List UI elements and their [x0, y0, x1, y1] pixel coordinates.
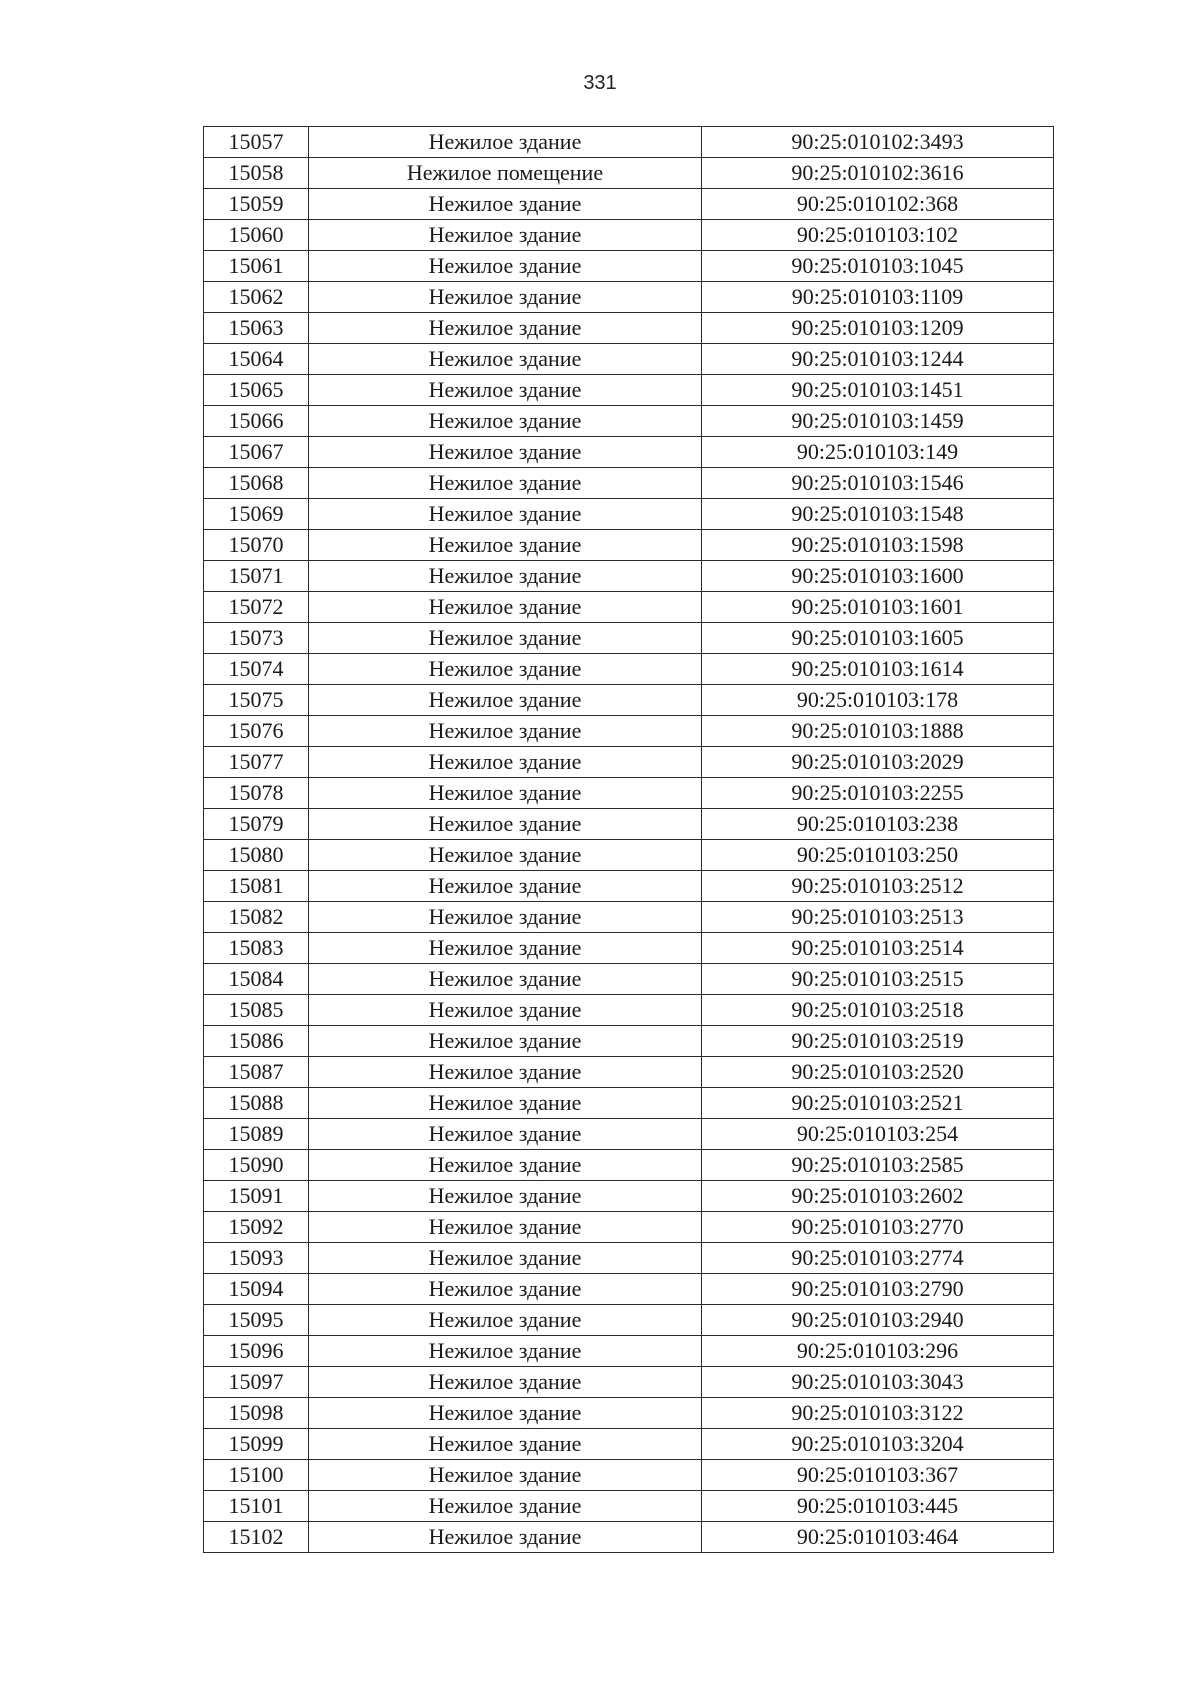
row-number-cell: 15101 — [204, 1491, 309, 1522]
table-row — [204, 623, 1054, 654]
row-number-cell: 15069 — [204, 499, 309, 530]
cadastral-number-cell: 90:25:010103:2521 — [702, 1088, 1054, 1119]
table-row — [204, 127, 1054, 158]
table-row — [204, 1460, 1054, 1491]
object-type-cell: Нежилое здание — [309, 282, 702, 313]
object-type-cell: Нежилое здание — [309, 561, 702, 592]
object-type-cell: Нежилое здание — [309, 1336, 702, 1367]
cadastral-number-cell: 90:25:010103:2514 — [702, 933, 1054, 964]
cadastral-number-cell: 90:25:010103:2585 — [702, 1150, 1054, 1181]
table-row — [204, 871, 1054, 902]
table-row — [204, 902, 1054, 933]
object-type-cell: Нежилое здание — [309, 592, 702, 623]
row-number-cell: 15077 — [204, 747, 309, 778]
cadastral-number-cell: 90:25:010103:1888 — [702, 716, 1054, 747]
row-number-cell: 15062 — [204, 282, 309, 313]
row-number-cell: 15093 — [204, 1243, 309, 1274]
cadastral-number-cell: 90:25:010103:149 — [702, 437, 1054, 468]
cadastral-number-cell: 90:25:010103:2774 — [702, 1243, 1054, 1274]
cadastral-number-cell: 90:25:010103:1451 — [702, 375, 1054, 406]
cadastral-number-cell: 90:25:010103:254 — [702, 1119, 1054, 1150]
row-number-cell: 15066 — [204, 406, 309, 437]
object-type-cell: Нежилое здание — [309, 1491, 702, 1522]
table-row — [204, 747, 1054, 778]
object-type-cell: Нежилое здание — [309, 1150, 702, 1181]
row-number-cell: 15084 — [204, 964, 309, 995]
row-number-cell: 15079 — [204, 809, 309, 840]
cadastral-number-cell: 90:25:010103:2520 — [702, 1057, 1054, 1088]
object-type-cell: Нежилое здание — [309, 127, 702, 158]
cadastral-number-cell: 90:25:010103:2515 — [702, 964, 1054, 995]
object-type-cell: Нежилое здание — [309, 344, 702, 375]
row-number-cell: 15070 — [204, 530, 309, 561]
object-type-cell: Нежилое здание — [309, 685, 702, 716]
cadastral-number-cell: 90:25:010103:250 — [702, 840, 1054, 871]
object-type-cell: Нежилое здание — [309, 189, 702, 220]
object-type-cell: Нежилое здание — [309, 1522, 702, 1553]
row-number-cell: 15087 — [204, 1057, 309, 1088]
table-row — [204, 313, 1054, 344]
cadastral-number-cell: 90:25:010103:2029 — [702, 747, 1054, 778]
object-type-cell: Нежилое здание — [309, 1026, 702, 1057]
table-row — [204, 344, 1054, 375]
cadastral-number-cell: 90:25:010103:1244 — [702, 344, 1054, 375]
row-number-cell: 15082 — [204, 902, 309, 933]
row-number-cell: 15090 — [204, 1150, 309, 1181]
cadastral-number-cell: 90:25:010103:445 — [702, 1491, 1054, 1522]
table-row — [204, 809, 1054, 840]
table-row — [204, 933, 1054, 964]
row-number-cell: 15083 — [204, 933, 309, 964]
table-row — [204, 995, 1054, 1026]
table-row — [204, 1367, 1054, 1398]
cadastral-number-cell: 90:25:010103:296 — [702, 1336, 1054, 1367]
object-type-cell: Нежилое здание — [309, 375, 702, 406]
table-row — [204, 468, 1054, 499]
row-number-cell: 15068 — [204, 468, 309, 499]
cadastral-number-cell: 90:25:010103:1598 — [702, 530, 1054, 561]
cadastral-number-cell: 90:25:010103:2518 — [702, 995, 1054, 1026]
object-type-cell: Нежилое здание — [309, 747, 702, 778]
table-row — [204, 220, 1054, 251]
object-type-cell: Нежилое здание — [309, 1088, 702, 1119]
table-row — [204, 282, 1054, 313]
cadastral-number-cell: 90:25:010103:1600 — [702, 561, 1054, 592]
object-type-cell: Нежилое здание — [309, 251, 702, 282]
row-number-cell: 15060 — [204, 220, 309, 251]
table-row — [204, 778, 1054, 809]
row-number-cell: 15096 — [204, 1336, 309, 1367]
table-row — [204, 561, 1054, 592]
cadastral-number-cell: 90:25:010103:2602 — [702, 1181, 1054, 1212]
row-number-cell: 15065 — [204, 375, 309, 406]
table-row — [204, 1429, 1054, 1460]
table-row — [204, 1088, 1054, 1119]
table-row — [204, 406, 1054, 437]
object-type-cell: Нежилое здание — [309, 1367, 702, 1398]
cadastral-number-cell: 90:25:010102:368 — [702, 189, 1054, 220]
table-row — [204, 375, 1054, 406]
row-number-cell: 15091 — [204, 1181, 309, 1212]
table-row — [204, 189, 1054, 220]
table-row — [204, 1305, 1054, 1336]
cadastral-number-cell: 90:25:010103:367 — [702, 1460, 1054, 1491]
cadastral-number-cell: 90:25:010103:1548 — [702, 499, 1054, 530]
object-type-cell: Нежилое здание — [309, 468, 702, 499]
row-number-cell: 15080 — [204, 840, 309, 871]
object-type-cell: Нежилое здание — [309, 902, 702, 933]
row-number-cell: 15092 — [204, 1212, 309, 1243]
table-row — [204, 592, 1054, 623]
cadastral-number-cell: 90:25:010103:2255 — [702, 778, 1054, 809]
row-number-cell: 15073 — [204, 623, 309, 654]
table-row — [204, 499, 1054, 530]
cadastral-number-cell: 90:25:010103:102 — [702, 220, 1054, 251]
property-registry-table — [203, 126, 1054, 1553]
cadastral-number-cell: 90:25:010102:3493 — [702, 127, 1054, 158]
object-type-cell: Нежилое здание — [309, 1398, 702, 1429]
object-type-cell: Нежилое здание — [309, 1243, 702, 1274]
cadastral-number-cell: 90:25:010103:1601 — [702, 592, 1054, 623]
table-row — [204, 1336, 1054, 1367]
row-number-cell: 15098 — [204, 1398, 309, 1429]
row-number-cell: 15089 — [204, 1119, 309, 1150]
cadastral-number-cell: 90:25:010103:1045 — [702, 251, 1054, 282]
cadastral-number-cell: 90:25:010103:1459 — [702, 406, 1054, 437]
object-type-cell: Нежилое здание — [309, 654, 702, 685]
object-type-cell: Нежилое здание — [309, 1181, 702, 1212]
cadastral-number-cell: 90:25:010103:1614 — [702, 654, 1054, 685]
table-row — [204, 437, 1054, 468]
row-number-cell: 15076 — [204, 716, 309, 747]
object-type-cell: Нежилое здание — [309, 406, 702, 437]
object-type-cell: Нежилое здание — [309, 933, 702, 964]
row-number-cell: 15086 — [204, 1026, 309, 1057]
row-number-cell: 15097 — [204, 1367, 309, 1398]
cadastral-number-cell: 90:25:010103:178 — [702, 685, 1054, 716]
table-row — [204, 251, 1054, 282]
table-row — [204, 1398, 1054, 1429]
object-type-cell: Нежилое здание — [309, 220, 702, 251]
object-type-cell: Нежилое здание — [309, 1305, 702, 1336]
table-row — [204, 1243, 1054, 1274]
object-type-cell: Нежилое здание — [309, 1057, 702, 1088]
table-row — [204, 1119, 1054, 1150]
row-number-cell: 15064 — [204, 344, 309, 375]
table-row — [204, 1274, 1054, 1305]
table-row — [204, 1181, 1054, 1212]
row-number-cell: 15081 — [204, 871, 309, 902]
table-row — [204, 1491, 1054, 1522]
table-row — [204, 840, 1054, 871]
object-type-cell: Нежилое здание — [309, 437, 702, 468]
cadastral-number-cell: 90:25:010103:2770 — [702, 1212, 1054, 1243]
cadastral-number-cell: 90:25:010102:3616 — [702, 158, 1054, 189]
object-type-cell: Нежилое здание — [309, 995, 702, 1026]
object-type-cell: Нежилое здание — [309, 1429, 702, 1460]
cadastral-number-cell: 90:25:010103:2790 — [702, 1274, 1054, 1305]
table-row — [204, 964, 1054, 995]
object-type-cell: Нежилое здание — [309, 840, 702, 871]
row-number-cell: 15071 — [204, 561, 309, 592]
row-number-cell: 15075 — [204, 685, 309, 716]
object-type-cell: Нежилое здание — [309, 623, 702, 654]
row-number-cell: 15058 — [204, 158, 309, 189]
row-number-cell: 15067 — [204, 437, 309, 468]
table-row — [204, 158, 1054, 189]
table-row — [204, 1522, 1054, 1553]
object-type-cell: Нежилое здание — [309, 1274, 702, 1305]
cadastral-number-cell: 90:25:010103:1605 — [702, 623, 1054, 654]
object-type-cell: Нежилое здание — [309, 871, 702, 902]
table-row — [204, 1057, 1054, 1088]
row-number-cell: 15099 — [204, 1429, 309, 1460]
row-number-cell: 15088 — [204, 1088, 309, 1119]
object-type-cell: Нежилое здание — [309, 313, 702, 344]
row-number-cell: 15095 — [204, 1305, 309, 1336]
row-number-cell: 15074 — [204, 654, 309, 685]
cadastral-number-cell: 90:25:010103:2519 — [702, 1026, 1054, 1057]
row-number-cell: 15102 — [204, 1522, 309, 1553]
cadastral-number-cell: 90:25:010103:2512 — [702, 871, 1054, 902]
object-type-cell: Нежилое здание — [309, 778, 702, 809]
row-number-cell: 15072 — [204, 592, 309, 623]
cadastral-number-cell: 90:25:010103:3204 — [702, 1429, 1054, 1460]
row-number-cell: 15078 — [204, 778, 309, 809]
object-type-cell: Нежилое здание — [309, 1212, 702, 1243]
table-body — [204, 127, 1054, 1553]
cadastral-number-cell: 90:25:010103:238 — [702, 809, 1054, 840]
object-type-cell: Нежилое здание — [309, 716, 702, 747]
row-number-cell: 15100 — [204, 1460, 309, 1491]
object-type-cell: Нежилое здание — [309, 809, 702, 840]
object-type-cell: Нежилое здание — [309, 499, 702, 530]
table-row — [204, 530, 1054, 561]
table-row — [204, 1150, 1054, 1181]
object-type-cell: Нежилое здание — [309, 530, 702, 561]
object-type-cell: Нежилое помещение — [309, 158, 702, 189]
row-number-cell: 15085 — [204, 995, 309, 1026]
table-row — [204, 1026, 1054, 1057]
row-number-cell: 15059 — [204, 189, 309, 220]
cadastral-number-cell: 90:25:010103:3043 — [702, 1367, 1054, 1398]
row-number-cell: 15094 — [204, 1274, 309, 1305]
table-row — [204, 685, 1054, 716]
table-row — [204, 1212, 1054, 1243]
object-type-cell: Нежилое здание — [309, 1119, 702, 1150]
cadastral-number-cell: 90:25:010103:2940 — [702, 1305, 1054, 1336]
cadastral-number-cell: 90:25:010103:1546 — [702, 468, 1054, 499]
table-row — [204, 654, 1054, 685]
cadastral-number-cell: 90:25:010103:1109 — [702, 282, 1054, 313]
object-type-cell: Нежилое здание — [309, 964, 702, 995]
cadastral-number-cell: 90:25:010103:3122 — [702, 1398, 1054, 1429]
cadastral-number-cell: 90:25:010103:2513 — [702, 902, 1054, 933]
row-number-cell: 15057 — [204, 127, 309, 158]
row-number-cell: 15061 — [204, 251, 309, 282]
table-row — [204, 716, 1054, 747]
page-number: 331 — [583, 72, 617, 94]
row-number-cell: 15063 — [204, 313, 309, 344]
object-type-cell: Нежилое здание — [309, 1460, 702, 1491]
cadastral-number-cell: 90:25:010103:1209 — [702, 313, 1054, 344]
cadastral-number-cell: 90:25:010103:464 — [702, 1522, 1054, 1553]
